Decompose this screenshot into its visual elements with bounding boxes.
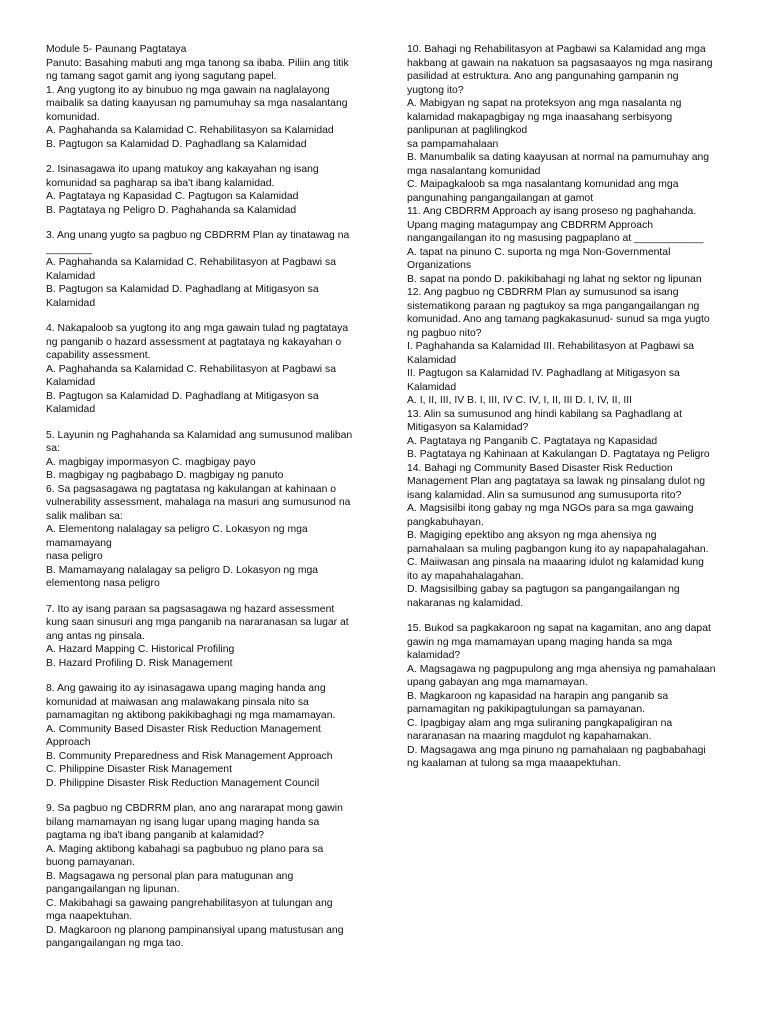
text-line: A. Pagtataya ng Panganib C. Pagtataya ng Kapasidad [407,435,658,447]
text-line: 3. Ang unang yugto sa pagbuo ng CBDRRM Plan ay tinatawag na [46,230,350,241]
paragraph-gap [407,610,727,622]
text-line: B. magbigay ng pagbabago D. magbigay ng panuto [46,470,284,481]
text-line: Approach [46,737,91,748]
text-line: Kalamidad [407,354,457,366]
text-line: B. Manumbalik sa dating kaayusan at normal na pamumuhay ang [407,152,710,163]
text-line: pangunahing pangangailangan at gamot [407,192,594,204]
text-line: B. Pagtataya ng Kahinaan at Kakulangan D. Pagtataya ng Peligro [407,449,710,460]
text-line: ________ [46,243,93,255]
text-line: upang gabayan ang mga mamamayan. [407,677,588,688]
text-line: pangangailangan ng lipunan. [46,884,180,895]
text-line: I. Paghahanda sa Kalamidad III. Rehabilitasyon at Pagbawi sa [407,341,695,352]
text-line: A. magbigay impormasyon C. magbigay payo [46,456,256,468]
paragraph-gap [46,790,366,802]
text-line: 8. Ang gawaing ito ay isinasagawa upang maging handa ang [46,683,326,694]
text-line: B. Pagtugon sa Kalamidad D. Paghadlang at Mitigasyon sa [46,284,319,295]
text-line: komunidad. Ano ang tamang pagkakasunud- sunud sa mga yugto [407,314,710,325]
text-line: vulnerability assessment, mahalaga na masuri ang sumusunod na [46,497,351,508]
text-line: nararanasan na maaring magdulot ng kapahamakan. [407,731,652,742]
text-line: yugtong ito? [407,84,464,96]
text-line: maibalik sa dating kaayusan ng pamumuhay sa mga nasalantang [46,98,348,109]
text-line: capability assessment. [46,350,151,361]
text-line: B. Pagtataya ng Peligro D. Paghahanda sa Kalamidad [46,204,297,216]
text-line: komunidad at maiwasan ang malawakang pinsala nito sa [46,696,309,708]
text-line: 5. Layunin ng Paghahanda sa Kalamidad ang sumusunod maliban [46,429,353,441]
text-line: A. Elementong nalalagay sa peligro C. Lokasyon ng mga [46,524,308,535]
text-line: pangkabuhayan. [407,516,484,528]
text-line: mamamayang [46,537,112,549]
text-line: 15. Bukod sa pagkakaroon ng sapat na kagamitan, ano ang dapat [407,623,711,634]
text-line: kalamidad? [407,650,461,661]
text-line: elementong nasa peligro [46,578,160,589]
text-line: C. Maiiwasan ang pinsala na maaaring idulot ng kalamidad kung [407,557,704,568]
text-line: Mitigasyon sa Kalamidad? [407,422,529,433]
text-line: buong pamayanan. [46,857,135,868]
text-line: ng pagbuo nito? [407,327,482,339]
text-line: B. Pagtugon sa Kalamidad D. Paghadlang at Mitigasyon sa [46,390,319,402]
text-line: sa: [46,443,60,454]
text-line: 12. Ang pagbuo ng CBDRRM Plan ay sumusunod sa isang [407,287,679,298]
text-line: A. I, II, III, IV B. I, III, IV C. IV, I, II, III D. I, IV, II, III [407,395,633,406]
text-line: Management Plan ang pagtataya sa lawak ng pinsalang dulot ng [407,476,706,487]
text-line: D. Magsisilbing gabay sa pagtugon sa pangangailangan ng [407,584,680,595]
text-line: ng tamang sagot gamit ang iyong sagutang papel. [46,71,277,82]
text-line: 10. Bahagi ng Rehabilitasyon at Pagbawi sa Kalamidad ang mga [407,44,706,55]
text-line: salik maliban sa: [46,510,123,522]
text-line: ng panganib o hazard assessment at pagtataya ng kakayahan o [46,336,342,348]
text-line: Organizations [407,260,472,271]
paragraph-gap [46,310,366,322]
text-line: Upang maging matagumpay ang CBDRRM Approach [407,219,654,231]
text-line: B. Magsagawa ng personal plan para matugunan ang [46,870,294,882]
paragraph-gap [46,151,366,163]
text-line: II. Pagtugon sa Kalamidad IV. Paghadlang at Mitigasyon sa [407,368,680,379]
text-line: sistematikong paraan ng pagtukoy sa mga pangangailangan ng [407,300,700,312]
text-line: B. Magiging epektibo ang aksyon ng mga ahensiya ng [407,530,657,541]
text-line: C. Makibahagi sa gawaing pangrehabilitasyon at tulungan ang [46,897,333,909]
text-line: B. Mamamayang nalalagay sa peligro D. Lokasyon ng mga [46,564,319,576]
text-line: mga naapektuhan. [46,911,133,922]
text-line: 13. Alin sa sumusunod ang hindi kabilang sa Paghadlang at [407,408,682,420]
text-line: nakaranas ng kalamidad. [407,597,524,609]
text-line: ito ay mapahahalagahan. [407,570,524,582]
text-line: A. Mabigyan ng sapat na proteksyon ang mga nasalanta ng [407,98,682,109]
text-line: pangangailangan ng mga tao. [46,938,184,949]
text-line: Panuto: Basahing mabuti ang mga tanong sa ibaba. Piliin ang titik [46,57,349,69]
text-line: Kalamidad [46,297,96,309]
text-line: 7. Ito ay isang paraan sa pagsasagawa ng hazard assessment [46,603,335,615]
text-line: A. Maging aktibong kabahagi sa pagbubuo ng plano para sa [46,843,324,855]
paragraph-gap [46,670,366,682]
text-line: B. Pagtugon sa Kalamidad D. Paghadlang sa Kalamidad [46,138,307,150]
text-line: pamahalaan sa muling pagbangon kung ito ay napapahalagahan. [407,543,709,555]
text-line: A. Paghahanda sa Kalamidad C. Rehabilitasyon at Pagbawi sa [46,363,336,375]
text-line: 4. Nakapaloob sa yugtong ito ang mga gawain tulad ng pagtataya [46,323,349,334]
text-line: ng kaalaman at tulong sa mga maaapektuhan. [407,758,621,769]
text-line: pagtama ng iba't ibang panganib at kalamidad? [46,830,265,841]
text-line: A. Paghahanda sa Kalamidad C. Rehabilitasyon sa Kalamidad [46,125,334,136]
paragraph-gap [46,417,366,429]
text-line: A. Magsisilbi itong gabay ng mga NGOs para sa mga gawaing [407,503,694,514]
text-line: A. Community Based Disaster Risk Reduction Management [46,723,321,735]
text-line: sa pampamahalaan [407,138,499,150]
text-line: 1. Ang yugtong ito ay binubuo ng mga gawain na naglalayong [46,84,330,96]
text-line: Kalamidad [46,377,96,388]
text-line: B. Hazard Profiling D. Risk Management [46,657,233,669]
text-line: A. Paghahanda sa Kalamidad C. Rehabilitasyon at Pagbawi sa [46,257,336,268]
text-line: kalamidad makapagbigay ng mga inaasahang serbisyong [407,111,673,123]
text-line: D. Philippine Disaster Risk Reduction Management Council [46,777,320,789]
text-line: A. tapat na pinuno C. suporta ng mga Non-Governmental [407,246,671,258]
text-line: gawin ng mga mamamayan upang maging handa sa mga [407,636,673,648]
text-line: nasa peligro [46,551,103,562]
right-column [407,43,727,771]
text-line: C. Philippine Disaster Risk Management [46,764,232,775]
paragraph-gap [46,217,366,229]
text-line: A. Pagtataya ng Kapasidad C. Pagtugon sa Kalamidad [46,191,299,202]
text-line: D. Magsagawa ang mga pinuno ng pamahalaan ng pagbabahagi [407,744,706,756]
text-line: Kalamidad [46,404,96,415]
text-line: D. Magkaroon ng planong pampinansiyal upang matustusan ang [46,924,344,936]
text-line: kung saan sinusuri ang mga panganib na nararanasan sa lugar at [46,617,349,628]
text-line: hakbang at gawain na nakatuon sa pagsasaayos ng mga nasirang [407,57,713,69]
text-line: isang kalamidad. Alin sa sumusunod ang sumusuporta rito? [407,489,682,501]
text-line: B. Magkaroon ng kapasidad na harapin ang panganib sa [407,690,669,702]
text-line: 2. Isinasagawa ito upang matukoy ang kakayahan ng isang [46,164,319,175]
text-line: 14. Bahagi ng Community Based Disaster Risk Reduction [407,462,673,474]
text-line: B. Community Preparedness and Risk Management Approach [46,750,333,762]
text-line: B. sapat na pondo D. pakikibahagi ng lahat ng sektor ng lipunan [407,273,702,285]
text-line: C. Maipagkaloob sa mga nasalantang komunidad ang mga [407,179,679,190]
text-line: pamamagitan ng aktibong pakikibaghagi ng mga mamamayan. [46,710,336,721]
left-column [46,43,366,951]
text-line: C. Ipagbigay alam ang mga suliraning pangkapaligiran na [407,717,673,729]
text-line: 6. Sa pagsasagawa ng pagtatasa ng kakulangan at kahinaan o [46,483,337,495]
text-line: nangangailangan ito ng masusing pagpaplano at ____________ [407,233,704,244]
text-line: 11. Ang CBDRRM Approach ay isang proseso ng paghahanda. [407,206,697,217]
text-line: A. Magsagawa ng pagpupulong ang mga ahensiya ng pamahalaan [407,663,716,675]
text-line: pasilidad at estruktura. Ano ang pangunahing gampanin ng [407,71,679,82]
text-line: 9. Sa pagbuo ng CBDRRM plan, ano ang nararapat mong gawin [46,803,343,814]
text-line: komunidad sa pagharap sa iba't ibang kalamidad. [46,177,275,189]
text-line: Module 5- Paunang Pagtataya [46,44,187,55]
text-line: panlipunan at paglilingkod [407,125,528,136]
text-line: ang antas ng pinsala. [46,630,145,642]
paragraph-gap [46,591,366,603]
text-line: komunidad. [46,111,100,123]
text-line: bilang mamamayan ng isang lugar upang maging handa sa [46,816,320,828]
text-line: A. Hazard Mapping C. Historical Profiling [46,644,235,655]
text-line: Kalamidad [407,381,457,393]
text-line: mga nasalantang komunidad [407,165,541,177]
text-line: Kalamidad [46,270,96,282]
text-line: pamamagitan ng pakikipagtulungan sa pamayanan. [407,704,645,715]
